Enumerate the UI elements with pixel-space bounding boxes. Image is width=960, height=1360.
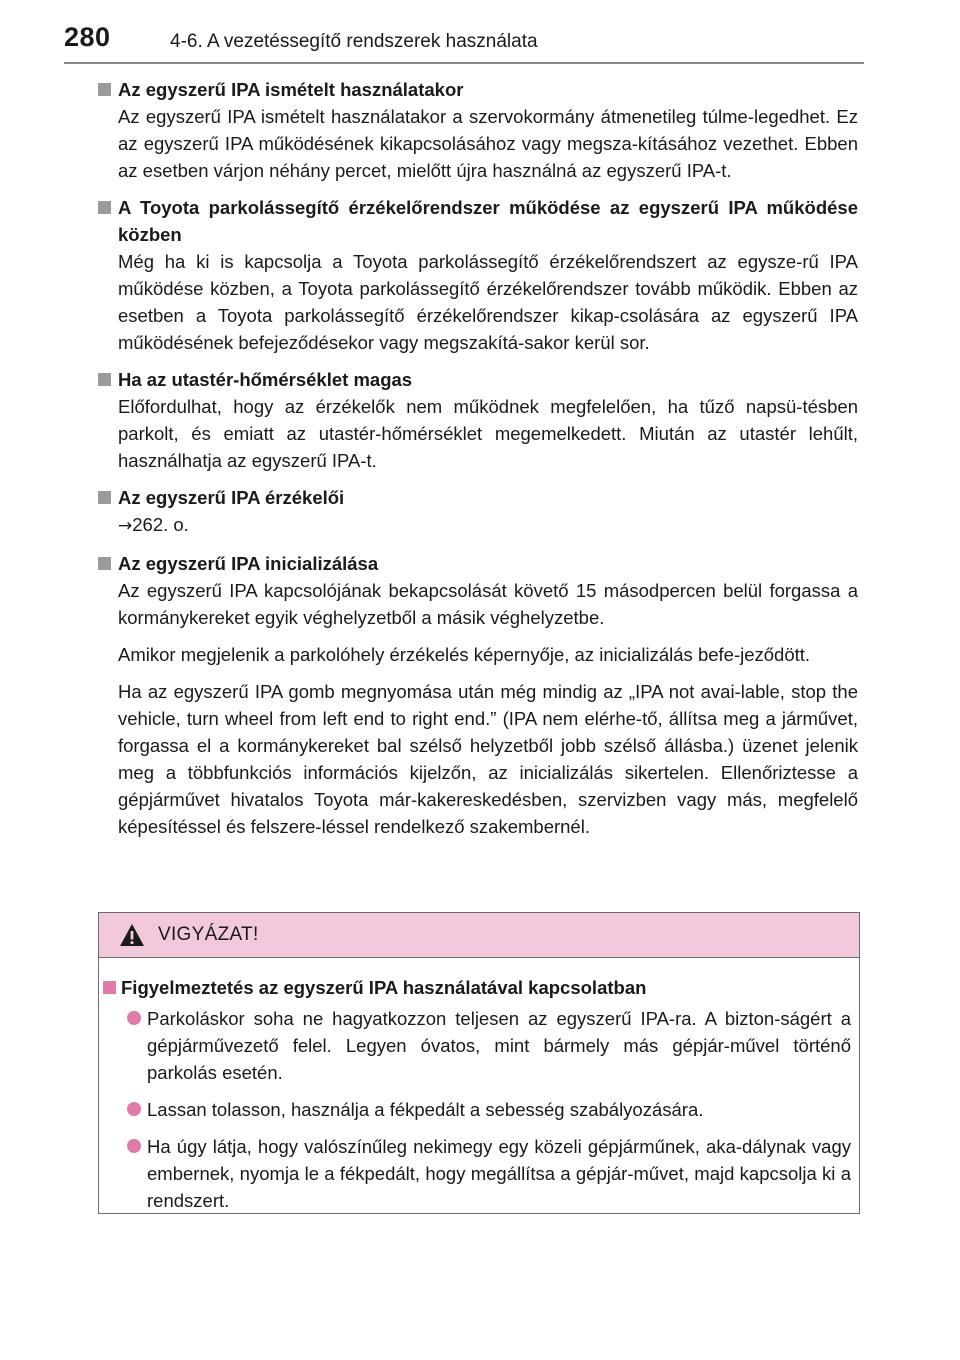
- warning-bullet: Parkoláskor soha ne hagyatkozzon teljesen az egyszerű IPA-ra. A bizton-ságért a gépjárművezető felel. Legyen óvatos, mint bármely más gépjár-művel történő parkolás esetén.: [103, 1005, 851, 1086]
- section-high-cabin-temperature: [98, 366, 858, 474]
- section-title: Az egyszerű IPA ismételt használatakor: [98, 76, 858, 103]
- section-paragraph: Előfordulhat, hogy az érzékelők nem működnek megfelelően, ha tűző napsü-tésben parkolt, és emiatt az utastér-hőmérséklet megemelkedett. Miután az utastér lehűlt, használhatja az egyszerű IPA-t.: [118, 396, 858, 471]
- square-bullet-icon: [98, 491, 111, 504]
- warning-box: [98, 912, 860, 1214]
- section-title: Az egyszerű IPA érzékelői: [98, 484, 858, 511]
- main-content: [98, 76, 858, 850]
- warning-header: [99, 913, 859, 958]
- square-bullet-icon: [98, 83, 111, 96]
- header-rule: [64, 62, 864, 64]
- section-repeated-use: [98, 76, 858, 184]
- warning-body: [99, 958, 859, 1214]
- section-title: Az egyszerű IPA inicializálása: [98, 550, 858, 577]
- warning-triangle-icon: [119, 923, 145, 947]
- round-bullet-icon: [127, 1139, 141, 1153]
- page-header: [64, 22, 924, 62]
- section-title: A Toyota parkolássegítő érzékelőrendszer működése az egyszerű IPA működése közben: [98, 194, 858, 248]
- page-number: 280: [64, 22, 111, 52]
- square-bullet-icon: [98, 201, 111, 214]
- section-paragraph: Amikor megjelenik a parkolóhely érzékelés képernyője, az inicializálás befe-jeződött.: [118, 644, 811, 665]
- section-paragraph: Ha az egyszerű IPA gomb megnyomása után még mindig az „IPA not avai-lable, stop the vehicle, turn wheel from left end to right end.” (IPA nem elérhe-tő, állítsa meg a járművet, forgassa el a kormánykereket bal szélső helyzetből jobb szélső állásba.) üzenet jelenik meg a többfunkciós információs kijelzőn, az inicializálás sikertelen. Ellenőriztesse a gépjárművet hivatalos Toyota már-kakereskedésben, szervizben vagy más, megfelelő képesítéssel és felszere-léssel rendelkező szakembernél.: [118, 681, 858, 837]
- section-paragraph: Az egyszerű IPA ismételt használatakor a szervokormány átmenetileg túlme-legedhet. Ez az egyszerű IPA működésének kikapcsolásához vagy megsza-kításához vezethet. Ebben az esetben várjon néhány percet, mielőtt újra használná az egyszerű IPA-t.: [118, 106, 858, 181]
- square-bullet-icon: [98, 373, 111, 386]
- square-bullet-icon: [103, 981, 116, 994]
- section-title: Ha az utastér-hőmérséklet magas: [98, 366, 858, 393]
- warning-section-title: Figyelmeztetés az egyszerű IPA használatával kapcsolatban: [103, 974, 851, 1001]
- round-bullet-icon: [127, 1011, 141, 1025]
- round-bullet-icon: [127, 1102, 141, 1116]
- page-reference: [98, 511, 858, 540]
- right-arrow-icon: →: [118, 516, 133, 536]
- chapter-title: 4-6. A vezetéssegítő rendszerek használata: [170, 31, 538, 52]
- section-paragraph: Az egyszerű IPA kapcsolójának bekapcsolását követő 15 másodpercen belül forgassa a kormánykereket egyik véghelyzetből a másik véghelyzetbe.: [118, 580, 858, 628]
- square-bullet-icon: [98, 557, 111, 570]
- section-paragraph: Még ha ki is kapcsolja a Toyota parkolássegítő érzékelőrendszert az egysze-rű IPA működése közben, a Toyota parkolássegítő érzékelőrendszer tovább működik. Ebben az esetben a Toyota parkolássegítő érzékelőrendszer kikap-csolására az egyszerű IPA működésének befejeződésekor vagy megszakítá-sakor kerül sor.: [118, 251, 858, 353]
- page-reference-link[interactable]: 262. o.: [132, 514, 189, 535]
- warning-bullet: Ha úgy látja, hogy valószínűleg nekimegy egy közeli gépjárműnek, aka-dálynak vagy embernek, nyomja le a fékpedált, hogy megállítsa a gépjár-művet, majd kapcsolja ki a rendszert.: [103, 1133, 851, 1214]
- warning-bullet: Lassan tolasson, használja a fékpedált a sebesség szabályozására.: [103, 1096, 851, 1123]
- section-ipa-initialization: [98, 550, 858, 840]
- warning-title: VIGYÁZAT!: [158, 924, 259, 945]
- section-parking-sensor-operation: [98, 194, 858, 356]
- section-ipa-sensors: [98, 484, 858, 540]
